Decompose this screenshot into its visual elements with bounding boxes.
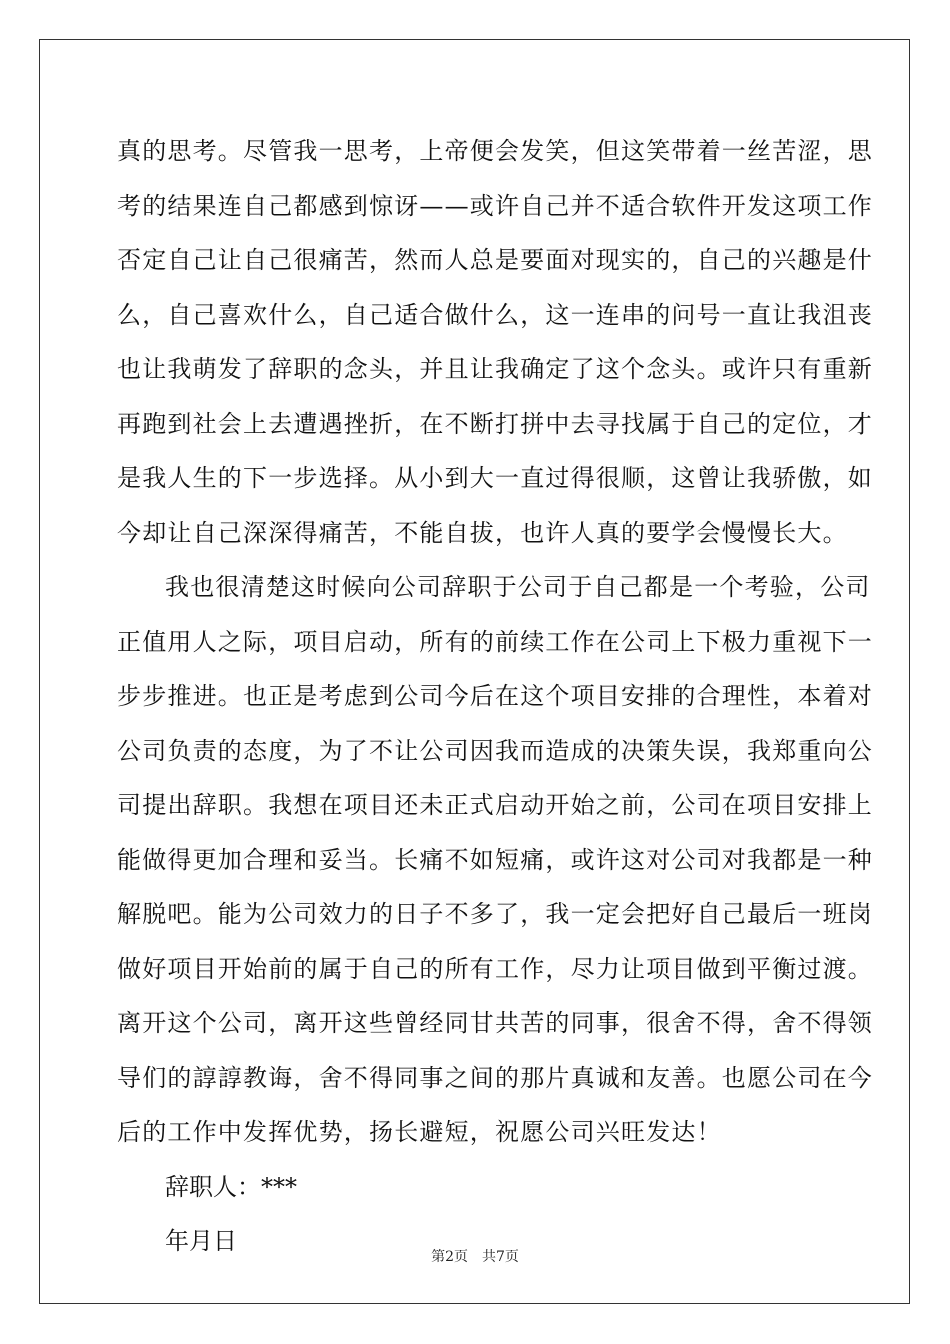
text-line: 离开这个公司，离开这些曾经同甘共苦的同事，很舍不得，舍不得领 [117,1009,873,1037]
text-line: 是我人生的下一步选择。从小到大一直过得很顺，这曾让我骄傲，如 [117,464,873,492]
text-line: 真的思考。尽管我一思考，上帝便会发笑，但这笑带着一丝苦涩，思 [117,137,873,165]
text-line: 么，自己喜欢什么，自己适合做什么，这一连串的问号一直让我沮丧 [117,300,873,329]
resigner-label: 辞职人：*** [165,1172,297,1201]
text-line: 今却让自己深深得痛苦，不能自拔，也许人真的要学会慢慢长大。 [117,518,848,547]
text-line: 司提出辞职。我想在项目还未正式启动开始之前，公司在项目安排上 [117,791,873,819]
text-line: 做好项目开始前的属于自己的所有工作，尽力让项目做到平衡过渡。 [117,954,873,983]
text-line: 步步推进。也正是考虑到公司今后在这个项目安排的合理性，本着对 [117,682,873,710]
text-line: 否定自己让自己很痛苦，然而人总是要面对现实的，自己的兴趣是什 [117,246,873,274]
date-label: 年月日 [165,1227,237,1255]
text-line: 再跑到社会上去遭遇挫折，在不断打拼中去寻找属于自己的定位，才 [117,409,873,438]
text-line: 能做得更加合理和妥当。长痛不如短痛，或许这对公司对我都是一种 [117,845,873,874]
text-line: 解脱吧。能为公司效力的日子不多了，我一定会把好自己最后一班岗 [117,900,873,928]
page-total: 共7页 [482,1249,519,1265]
text-line: 也让我萌发了辞职的念头，并且让我确定了这个念头。或许只有重新 [117,355,873,383]
paragraph-1 [117,124,873,560]
text-line: 后的工作中发挥优势，扬长避短，祝愿公司兴旺发达！ [117,1118,722,1146]
text-line: 导们的諄諄教诲，舍不得同事之间的那片真诚和友善。也愿公司在今 [117,1063,873,1092]
text-line: 考的结果连自己都感到惊讶——或许自己并不适合软件开发这项工作 [117,191,873,220]
page-footer [0,1246,950,1266]
page-number: 第2页 [431,1249,468,1265]
letter-body [117,124,873,1269]
text-line: 正值用人之际，项目启动，所有的前续工作在公司上下极力重视下一 [117,627,873,656]
paragraph-2 [117,560,873,1160]
text-line: 我也很清楚这时候向公司辞职于公司于自己都是一个考验，公司 [165,573,871,601]
text-line: 公司负责的态度，为了不让公司因我而造成的决策失误，我郑重向公 [117,736,873,765]
